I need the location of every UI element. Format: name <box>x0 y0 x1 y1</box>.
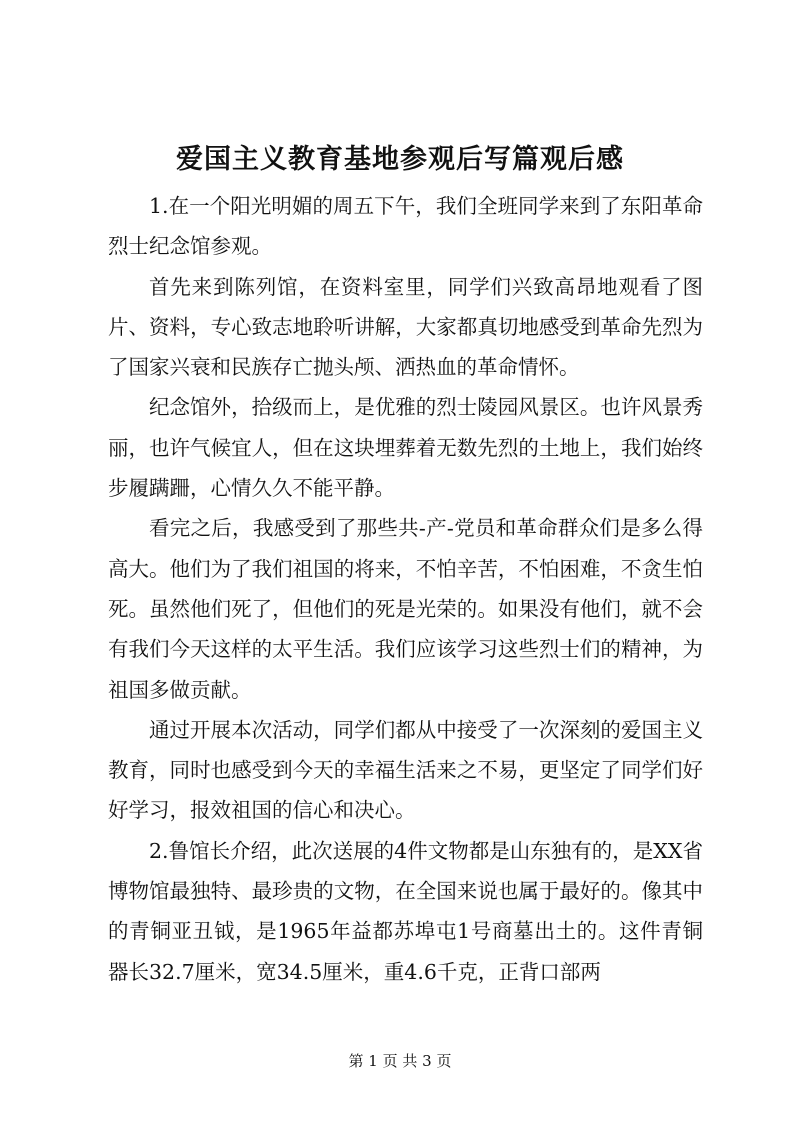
paragraph-6: 2.鲁馆长介绍，此次送展的4件文物都是山东独有的，是XX省博物馆最独特、最珍贵的文物，在全国来说也属于最好的。像其中的青铜亚丑钺，是1965年益都苏埠屯1号商墓出土的。这件青铜器长32.7厘米，宽34.5厘米，重4.6千克，正背口部两 <box>108 838 703 984</box>
page-number-footer: 第 1 页 共 3 页 <box>348 1052 452 1070</box>
page-title: 爱国主义教育基地参观后写篇观后感 <box>176 144 624 175</box>
document-body <box>108 186 703 992</box>
paragraph-1: 1.在一个阳光明媚的周五下午，我们全班同学来到了东阳革命烈士纪念馆参观。 <box>108 194 703 259</box>
paragraph-2: 首先来到陈列馆，在资料室里，同学们兴致高昂地观看了图片、资料，专心致志地聆听讲解，大家都真切地感受到革命先烈为了国家兴衰和民族存亡抛头颅、洒热血的革命情怀。 <box>108 274 703 380</box>
paragraph-5: 通过开展本次活动，同学们都从中接受了一次深刻的爱国主义教育，同时也感受到今天的幸福生活来之不易，更坚定了同学们好好学习，报效祖国的信心和决心。 <box>108 717 703 823</box>
paragraph-3: 纪念馆外，拾级而上，是优雅的烈士陵园风景区。也许风景秀丽，也许气候宜人，但在这块埋葬着无数先烈的土地上，我们始终步履蹒跚，心情久久不能平静。 <box>108 395 703 501</box>
paragraph-4: 看完之后，我感受到了那些共-产-党员和革命群众们是多么得高大。他们为了我们祖国的将来，不怕辛苦，不怕困难，不贪生怕死。虽然他们死了，但他们的死是光荣的。如果没有他们，就不会有我们今天这样的太平生活。我们应该学习这些烈士们的精神，为祖国多做贡献。 <box>108 516 703 702</box>
